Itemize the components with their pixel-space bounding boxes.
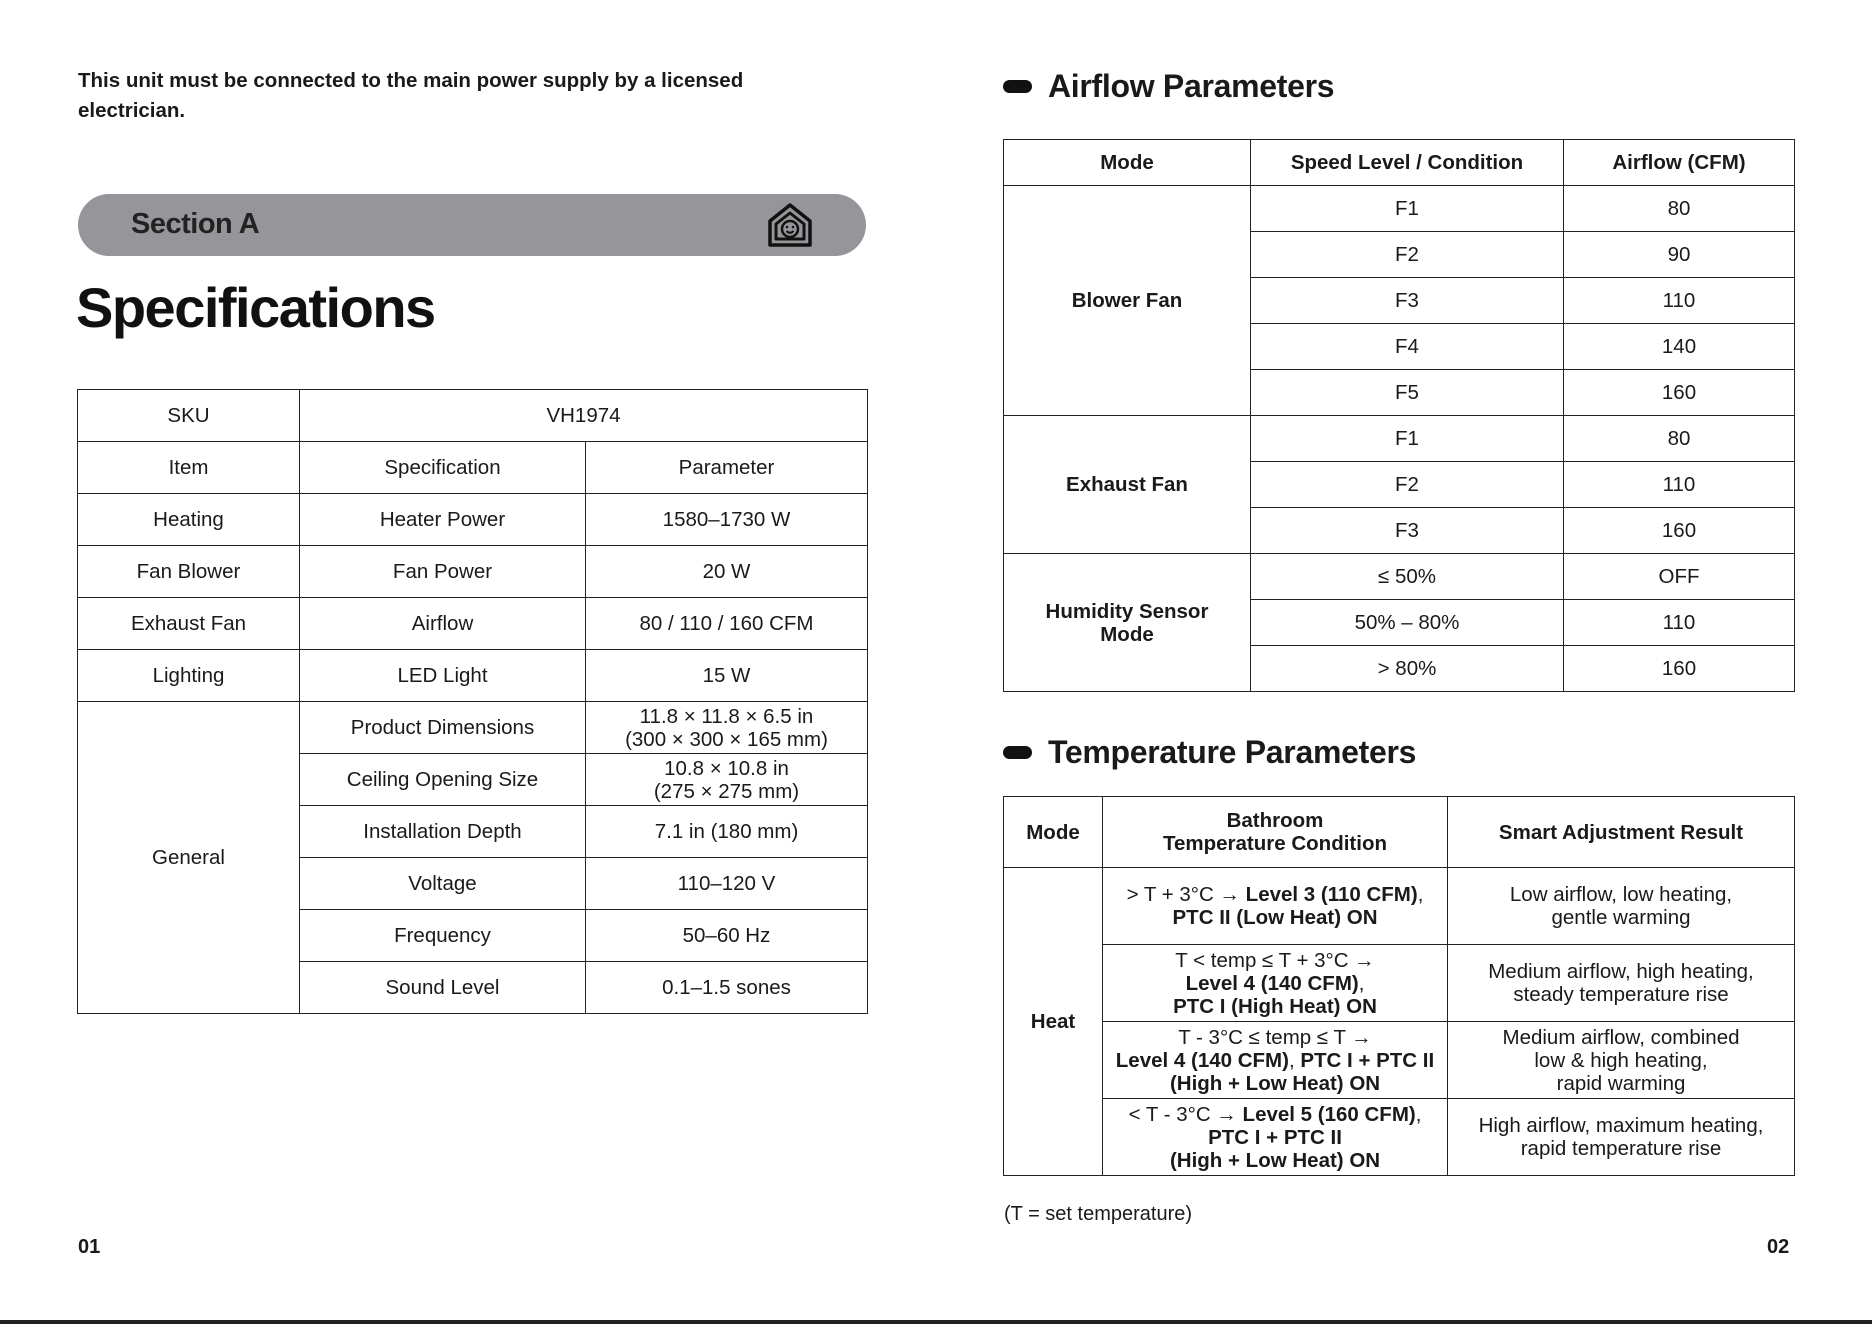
cfm-cell: 140 [1564, 324, 1795, 370]
result-line: Medium airflow, combined [1502, 1025, 1740, 1049]
table-row [1004, 1022, 1795, 1099]
condition-text: < T - 3°C → [1128, 1102, 1243, 1126]
condition-heat: PTC I + PTC II [1300, 1048, 1435, 1072]
result-line: steady temperature rise [1513, 983, 1729, 1006]
condition-heat-detail: (High + Low Heat) ON [1169, 1148, 1381, 1172]
condition-text: T < temp ≤ T + 3°C → [1175, 948, 1375, 972]
spec-cell: Fan Power [300, 546, 586, 598]
table-header-row [1004, 140, 1795, 186]
sku-label: SKU [78, 390, 300, 442]
condition-cell [1103, 868, 1448, 945]
cfm-cell: 160 [1564, 370, 1795, 416]
level-cell: F2 [1251, 232, 1564, 278]
table-row [1004, 945, 1795, 1022]
spec-cell: Heater Power [300, 494, 586, 546]
param-cell: 80 / 110 / 160 CFM [586, 598, 868, 650]
column-header: Item [78, 442, 300, 494]
condition-text: > T + 3°C → [1126, 883, 1246, 906]
param-cell [586, 754, 868, 806]
spec-cell: Installation Depth [300, 806, 586, 858]
param-cell: 1580–1730 W [586, 494, 868, 546]
level-cell: 50% – 80% [1251, 600, 1564, 646]
airflow-heading [1003, 68, 1334, 105]
specifications-table [77, 389, 868, 1014]
result-line: gentle warming [1551, 906, 1691, 929]
level-cell: ≤ 50% [1251, 554, 1564, 600]
column-header: Airflow (CFM) [1564, 140, 1795, 186]
result-cell [1448, 945, 1795, 1022]
result-line: Low airflow, low heating, [1509, 883, 1733, 906]
mode-cell [1004, 554, 1251, 692]
airflow-table [1003, 139, 1795, 692]
item-cell: Lighting [78, 650, 300, 702]
temperature-footnote: (T = set temperature) [1004, 1203, 1193, 1225]
page-title: Specifications [76, 276, 435, 339]
cfm-cell: 80 [1564, 416, 1795, 462]
condition-text: T - 3°C ≤ temp ≤ T → [1178, 1025, 1372, 1049]
condition-line [1103, 972, 1447, 995]
spec-cell: Voltage [300, 858, 586, 910]
cfm-cell: 80 [1564, 186, 1795, 232]
item-cell: Exhaust Fan [78, 598, 300, 650]
spec-cell: Airflow [300, 598, 586, 650]
condition-level: Level 4 (140 CFM) [1185, 971, 1359, 995]
column-header: Specification [300, 442, 586, 494]
table-row [78, 546, 868, 598]
param-cell: 110–120 V [586, 858, 868, 910]
heading-bullet-icon [1003, 746, 1032, 759]
spec-cell: LED Light [300, 650, 586, 702]
condition-level: Level 5 (160 CFM) [1242, 1102, 1416, 1126]
house-smiley-icon [766, 201, 814, 249]
param-line: 10.8 × 10.8 in [664, 756, 789, 780]
column-header: Speed Level / Condition [1251, 140, 1564, 186]
result-line: Medium airflow, high heating, [1488, 960, 1754, 983]
installation-notice: This unit must be connected to the main power supply by a licensed electrician. [78, 69, 744, 122]
mode-line: Mode [1100, 622, 1154, 646]
heading-bullet-icon [1003, 80, 1032, 93]
param-line: (300 × 300 × 165 mm) [625, 727, 828, 751]
condition-line [1103, 883, 1447, 906]
column-header [1103, 797, 1448, 868]
level-cell: > 80% [1251, 646, 1564, 692]
result-cell [1448, 1099, 1795, 1176]
section-label: Section A [131, 208, 260, 240]
table-header-row [78, 442, 868, 494]
result-line: low & high heating, [1534, 1048, 1708, 1072]
page-number: 01 [78, 1236, 101, 1258]
temperature-table [1003, 796, 1795, 1176]
column-header: Parameter [586, 442, 868, 494]
table-row [1004, 186, 1795, 232]
condition-sep: , [1288, 1048, 1301, 1072]
item-cell-general: General [78, 702, 300, 1014]
param-cell [586, 702, 868, 754]
spec-cell: Product Dimensions [300, 702, 586, 754]
temperature-heading-text: Temperature Parameters [1048, 734, 1417, 770]
result-cell [1448, 1022, 1795, 1099]
param-cell: 7.1 in (180 mm) [586, 806, 868, 858]
table-row [1004, 868, 1795, 945]
table-row [78, 390, 868, 442]
level-cell: F1 [1251, 416, 1564, 462]
column-header: Mode [1004, 140, 1251, 186]
mode-cell: Blower Fan [1004, 186, 1251, 416]
bottom-rule [0, 1320, 1872, 1324]
result-line: rapid temperature rise [1520, 1137, 1722, 1160]
cfm-cell: 90 [1564, 232, 1795, 278]
condition-heat-detail: (High + Low Heat) ON [1169, 1071, 1381, 1095]
cfm-cell: 110 [1564, 462, 1795, 508]
condition-heat: PTC I (High Heat) ON [1173, 994, 1377, 1018]
airflow-heading-text: Airflow Parameters [1048, 68, 1335, 104]
condition-line [1103, 1049, 1447, 1072]
param-cell: 0.1–1.5 sones [586, 962, 868, 1014]
condition-sep: , [1417, 883, 1424, 906]
condition-sep: , [1358, 971, 1365, 995]
table-row [1004, 554, 1795, 600]
param-cell: 15 W [586, 650, 868, 702]
result-line: High airflow, maximum heating, [1478, 1114, 1764, 1137]
cfm-cell: 110 [1564, 600, 1795, 646]
param-line: 11.8 × 11.8 × 6.5 in [639, 704, 814, 728]
table-row [78, 598, 868, 650]
column-header: Mode [1004, 797, 1103, 868]
cfm-cell: 160 [1564, 508, 1795, 554]
level-cell: F1 [1251, 186, 1564, 232]
level-cell: F3 [1251, 278, 1564, 324]
item-cell: Heating [78, 494, 300, 546]
level-cell: F5 [1251, 370, 1564, 416]
column-header: Smart Adjustment Result [1448, 797, 1795, 868]
mode-cell: Exhaust Fan [1004, 416, 1251, 554]
mode-line: Humidity Sensor [1045, 599, 1209, 623]
result-cell [1448, 868, 1795, 945]
param-cell: 20 W [586, 546, 868, 598]
cfm-cell: 110 [1564, 278, 1795, 324]
condition-line [1103, 1103, 1447, 1126]
header-line: Bathroom [1226, 809, 1324, 832]
condition-level: Level 4 (140 CFM) [1115, 1048, 1289, 1072]
table-row [78, 702, 868, 754]
condition-heat: PTC II (Low Heat) ON [1172, 906, 1378, 929]
condition-sep: , [1415, 1102, 1422, 1126]
level-cell: F2 [1251, 462, 1564, 508]
page-number: 02 [1767, 1236, 1790, 1258]
spec-cell: Frequency [300, 910, 586, 962]
table-header-row [1004, 797, 1795, 868]
cfm-cell: OFF [1564, 554, 1795, 600]
section-banner [78, 194, 866, 256]
temperature-heading [1003, 734, 1416, 771]
sku-value: VH1974 [300, 390, 868, 442]
spec-cell: Ceiling Opening Size [300, 754, 586, 806]
condition-cell [1103, 945, 1448, 1022]
param-cell: 50–60 Hz [586, 910, 868, 962]
condition-heat: PTC I + PTC II [1208, 1125, 1342, 1149]
result-line: rapid warming [1556, 1071, 1686, 1095]
param-line: (275 × 275 mm) [653, 779, 800, 803]
table-row [78, 494, 868, 546]
table-row [1004, 416, 1795, 462]
table-row [1004, 1099, 1795, 1176]
table-row [78, 650, 868, 702]
mode-cell: Heat [1004, 868, 1103, 1176]
condition-level: Level 3 (110 CFM) [1245, 883, 1418, 906]
level-cell: F3 [1251, 508, 1564, 554]
header-line: Temperature Condition [1163, 832, 1387, 855]
condition-cell [1103, 1099, 1448, 1176]
condition-cell [1103, 1022, 1448, 1099]
spec-cell: Sound Level [300, 962, 586, 1014]
level-cell: F4 [1251, 324, 1564, 370]
item-cell: Fan Blower [78, 546, 300, 598]
cfm-cell: 160 [1564, 646, 1795, 692]
